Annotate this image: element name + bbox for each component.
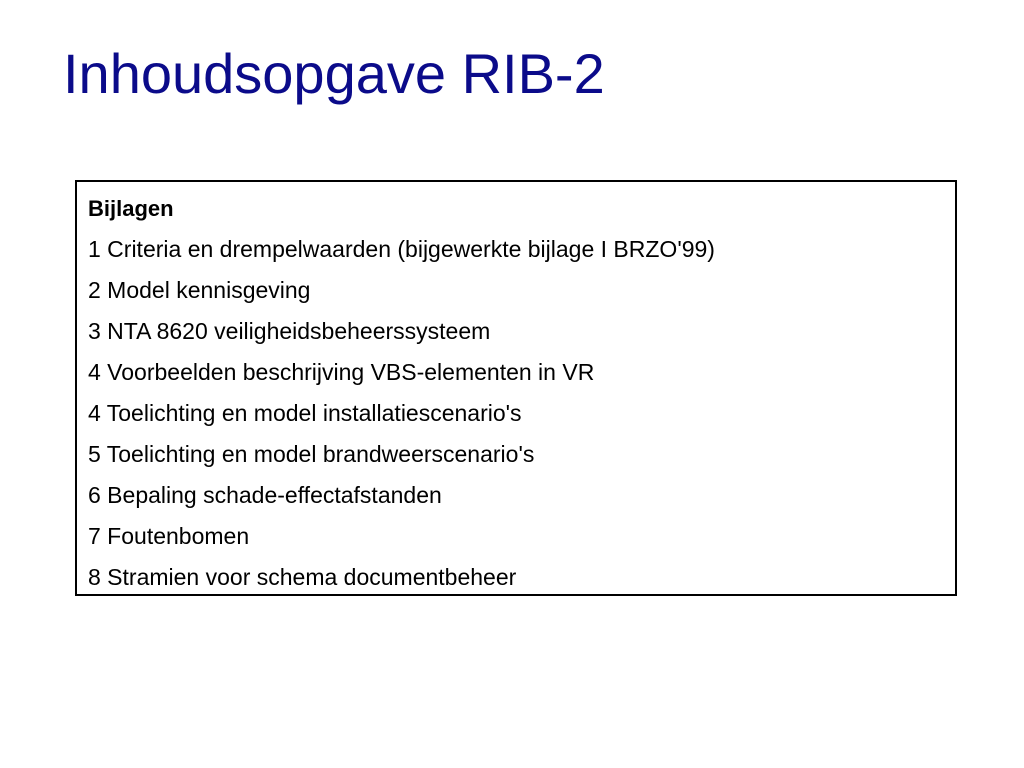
appendix-list xyxy=(77,182,955,598)
list-item: 2 Model kennisgeving xyxy=(88,277,311,303)
list-item: 4 Voorbeelden beschrijving VBS-elementen in VR xyxy=(88,359,595,385)
list-item: 3 NTA 8620 veiligheidsbeheerssysteem xyxy=(88,318,491,344)
appendix-box xyxy=(75,180,957,596)
list-item: 1 Criteria en drempelwaarden (bijgewerkte bijlage I BRZO'99) xyxy=(88,236,715,262)
list-item: 4 Toelichting en model installatiescenario's xyxy=(88,400,522,426)
list-item: 8 Stramien voor schema documentbeheer xyxy=(88,564,517,590)
list-item: 6 Bepaling schade-effectafstanden xyxy=(88,482,442,508)
page-title: Inhoudsopgave RIB-2 xyxy=(63,42,605,105)
list-item: 5 Toelichting en model brandweerscenario's xyxy=(88,441,535,467)
list-item: 7 Foutenbomen xyxy=(88,523,250,549)
appendix-heading: Bijlagen xyxy=(88,196,174,221)
